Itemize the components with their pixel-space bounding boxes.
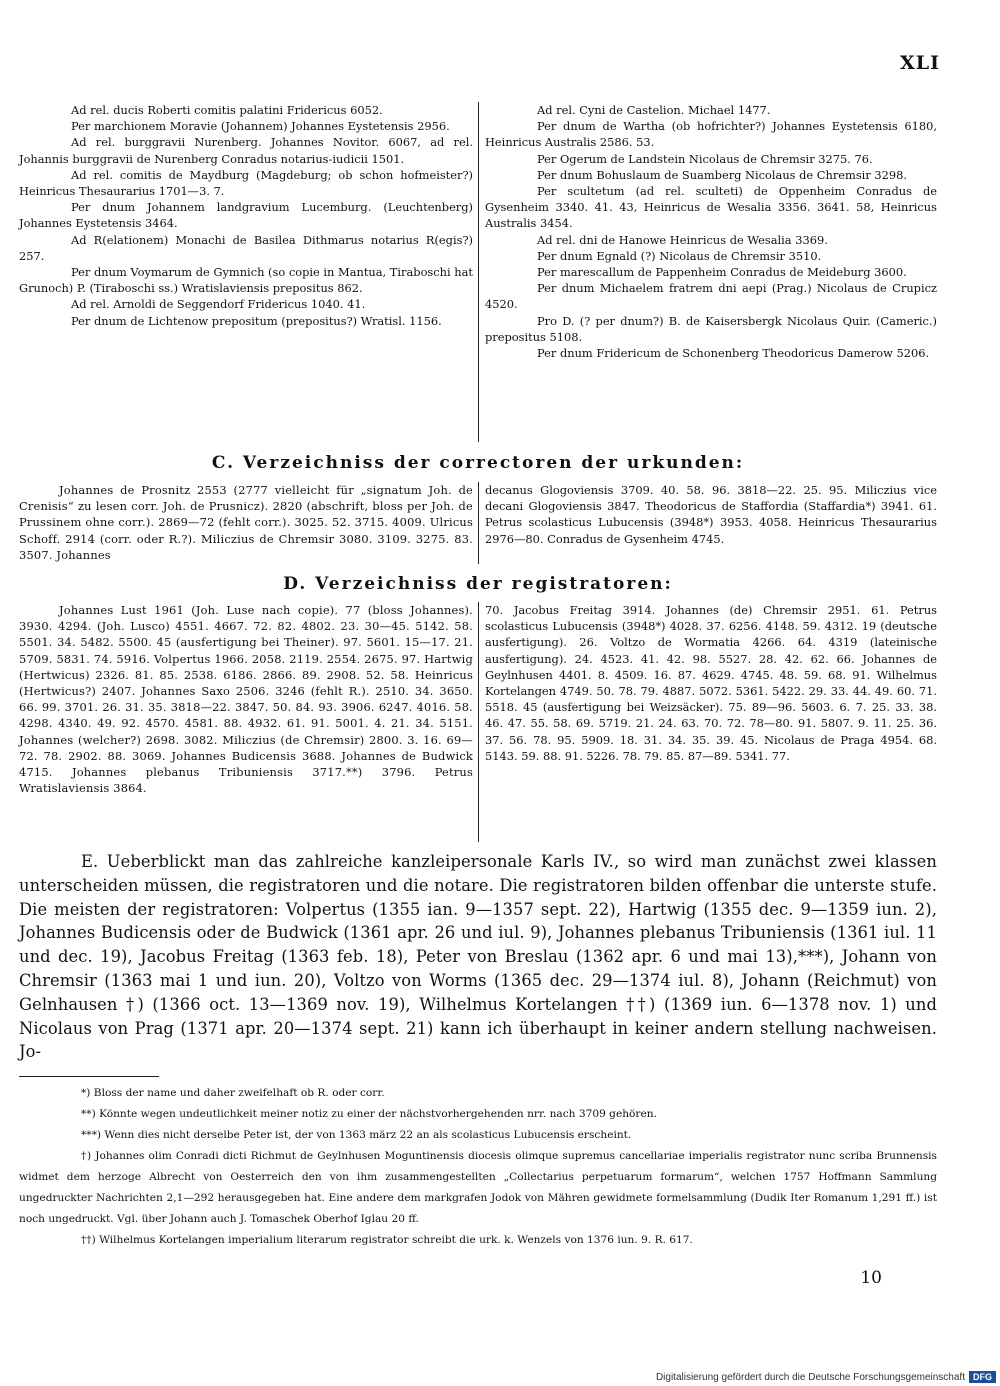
list-item: Ad rel. comitis de Maydburg (Magdeburg; ob schon hofmeister?) Heinricus Thesaurarius 1701—3. 7. — [19, 167, 473, 199]
list-item: Per dnum de Wartha (ob hofrichter?) Johannes Eystetensis 6180, Heinricus Australis 2586. 53. — [485, 119, 937, 150]
relation-list-right-column — [478, 102, 937, 442]
page-number-roman: XLI — [900, 52, 940, 74]
list-item: Per dnum Voymarum de Gymnich (so copie in Mantua, Tiraboschi hat Grunoch) P. (Tiraboschi ss.) Wratislaviensis prepositus 862. — [19, 265, 473, 296]
relation-list — [19, 102, 937, 442]
list-item: Per dnum Egnald (?) Nicolaus de Chremsir 3510. — [537, 248, 822, 263]
registrators-text: 70. Jacobus Freitag 3914. Johannes (de) Chremsir 2951. 61. Petrus scolasticus Lubucensis (3948*) 4028. 37. 6256. 4148. 59. 4312. 19 (deutsche ausfertigung). 26. Voltzo de Wormatia 4266. 64. 4319 (lateinische ausfertigung). 24. 4523. 41. 42. 98. 5527. 28. 42. 62. 66. Johannes de Geylnhusen 4401. 8. 4509. 16. 87. 4629. 4745. 48. 59. 68. 91. Wilhelmus Kortelangen 4749. 50. 78. 79. 4887. 5072. 5361. 5422. 29. 33. 44. 49. 60. 71. 5518. 45 (ausfertigung bei Weizsäcker). 75. 89—96. 5603. 6. 7. 25. 33. 38. 46. 47. 55. 58. 69. 5719. 21. 24. 63. 70. 72. 78—80. 91. 5807. 9. 11. 25. 36. 37. 56. 78. 95. 5909. 18. 31. 34. 35. 39. 45. Nicolaus de Praga 4954. 68. 5143. 59. 88. 91. 5226. 78. 79. 85. 87—89. 5341. 77. — [485, 603, 937, 763]
section-heading-correctors: C. Verzeichniss der correctoren der urkunden: — [211, 453, 745, 473]
list-item: Ad rel. Cyni de Castelion. Michael 1477. — [537, 103, 771, 117]
registrators-list — [19, 602, 937, 842]
registrators-text: Johannes Lust 1961 (Joh. Luse nach copie). 77 (bloss Johannes). 3930. 4294. (Joh. Lusco) 4551. 4667. 72. 82. 4802. 23. 30—45. 5142. 58. 5501. 34. 5482. 5500. 45 (ausfertigung bei Theiner). 97. 5601. 15—17. 21. 5709. 5831. 74. 5916. Volpertus 1966. 2058. 2119. 2554. 2675. 97. Hartwig (Hertwicus) 2326. 81. 85. 2538. 6186. 2866. 89. 2908. 52. 58. Heinricus (Hertwicus?) 2407. Johannes Saxo 2506. 3246 (fehlt R.). 2510. 34. 3650. 66. 99. 3701. 26. 31. 35. 3818—22. 3847. 50. 84. 93. 3906. 6247. 4016. 58. 4298. 4340. 49. 92. 4570. 4581. 88. 4932. 61. 91. 5001. 4. 21. 34. 5151. Johannes (welcher?) 2698. 3082. Miliczius (de Chremsir) 2800. 3. 16. 69—72. 78. 2902. 88. 3069. Johannes Budicensis 3688. Johannes de Budwick 4715. Johannes plebanus Tribuniensis 3717.**) 3796. Petrus Wratislaviensis 3864. — [19, 603, 473, 796]
footnotes — [19, 1083, 937, 1251]
registrators-left-column — [19, 602, 478, 842]
list-item: Per dnum Johannem landgravium Lucemburg. (Leuchtenberg) Johannes Eystetensis 3464. — [19, 200, 473, 231]
dfg-logo: DFG — [969, 1371, 996, 1383]
correctors-text: decanus Glogoviensis 3709. 40. 58. 96. 3818—22. 25. 95. Miliczius vice decani Glogoviensis 3847. Theodoricus de Staffordia (Staffardia*) 3941. 61. Petrus scolasticus Lubucensis (3948*) 3953. 4058. Heinricus Thesaurarius 2976—80. Conradus de Gysenheim 4745. — [485, 483, 937, 546]
correctors-list — [19, 482, 937, 564]
list-item: Per dnum Michaelem fratrem dni aepi (Prag.) Nicolaus de Crupicz 4520. — [485, 281, 937, 312]
list-item: Ad rel. ducis Roberti comitis palatini Fridericus 6052. — [71, 103, 383, 117]
list-item: Ad R(elationem) Monachi de Basilea Dithmarus notarius R(egis?) 257. — [19, 232, 473, 263]
list-item: Per dnum de Lichtenow prepositum (prepositus?) Wratisl. 1156. — [71, 313, 442, 328]
list-item: Ad rel. dni de Hanowe Heinricus de Wesalia 3369. — [537, 232, 828, 247]
footnote: ***) Wenn dies nicht derselbe Peter ist, der von 1363 märz 22 an als scolasticus Lubucensis erscheint. — [81, 1129, 632, 1141]
correctors-text: Johannes de Prosnitz 2553 (2777 vielleicht für „signatum Joh. de Crenisis“ zu lesen corr. Joh. de Prusnicz). 2820 (abschrift, bloss per Joh. de Prussinem ohne corr.). 2869—72 (fehlt corr.). 3025. 52. 3715. 4009. Ulricus Schoff. 2914 (corr. oder R.?). Miliczius de Chremsir 3080. 3109. 3275. 83. 3507. Johannes — [19, 483, 473, 562]
footnote: *) Bloss der name und daher zweifelhaft ob R. oder corr. — [81, 1087, 385, 1099]
folio-number: 10 — [860, 1268, 882, 1288]
funding-banner — [656, 1371, 996, 1383]
list-item: Ad rel. Arnoldi de Seggendorf Fridericus 1040. 41. — [71, 297, 366, 312]
footnote: ††) Wilhelmus Kortelangen imperialium literarum registrator schreibt die urk. k. Wenzels von 1376 iun. 9. R. 617. — [81, 1234, 693, 1246]
correctors-left-column — [19, 482, 478, 564]
list-item: Per dnum Bohuslaum de Suamberg Nicolaus de Chremsir 3298. — [537, 167, 907, 182]
footnote: **) Könnte wegen undeutlichkeit meiner notiz zu einer der nächstvorhergehenden nrr. nach 3709 gehören. — [81, 1108, 657, 1120]
section-heading-registrators: D. Verzeichniss der registratoren: — [283, 574, 673, 594]
body-paragraph: E. Ueberblickt man das zahlreiche kanzleipersonale Karls IV., so wird man zunächst zwei klassen unterscheiden müssen, die registratoren und die notare. Die registratoren bilden offenbar die unterste stufe. Die meisten der registratoren: Volpertus (1355 ian. 9—1357 sept. 22), Hartwig (1355 dec. 9—1359 iun. 2), Johannes Budicensis oder de Budwick (1361 apr. 26 und iul. 9), Johannes plebanus Tribuniensis (1361 iul. 11 und dec. 19), Jacobus Freitag (1363 feb. 18), Peter von Breslau (1362 apr. 6 und mai 13),***), Johann von Chremsir (1363 mai 1 und iun. 20), Voltzo von Worms (1365 dec. 29—1374 iul. 8), Johann (Reichmut) von Gelnhausen †) (1366 oct. 13—1369 nov. 19), Wilhelmus Kortelangen ††) (1369 iun. 6—1378 nov. 1) und Nicolaus von Prag (1371 apr. 20—1374 sept. 21) kann ich überhaupt in keiner andern stellung nachweisen. Jo- — [19, 852, 937, 1062]
list-item: Per marchionem Moravie (Johannem) Johannes Eystetensis 2956. — [71, 119, 450, 134]
list-item: Pro D. (? per dnum?) B. de Kaisersbergk Nicolaus Quir. (Cameric.) prepositus 5108. — [485, 313, 937, 344]
list-item: Per dnum Fridericum de Schonenberg Theodoricus Damerow 5206. — [537, 346, 930, 361]
correctors-right-column — [478, 482, 937, 564]
list-item: Per marescallum de Pappenheim Conradus de Meideburg 3600. — [537, 265, 907, 280]
list-item: Per Ogerum de Landstein Nicolaus de Chremsir 3275. 76. — [537, 151, 873, 166]
list-item: Per scultetum (ad rel. sculteti) de Oppenheim Conradus de Gysenheim 3340. 41. 43, Heinricus de Wesalia 3356. 3641. 58, Heinricus Australis 3454. — [485, 184, 937, 231]
list-item: Ad rel. burggravii Nurenberg. Johannes Novitor. 6067, ad rel. Johannis burggravii de Nurenberg Conradus notarius-iudicii 1501. — [19, 135, 473, 166]
registrators-right-column — [478, 602, 937, 842]
relation-list-left-column — [19, 102, 478, 442]
footnote: †) Johannes olim Conradi dicti Richmut de Geylnhusen Moguntinensis diocesis olimque supremus cancellariae imperialis registrator nunc scriba Brunnensis widmet dem herzoge Albrecht von Oesterreich den von ihm zusammengestellten „Collectarius perpetuarum formarum“, welchen 1757 Hoffmann Sammlung ungedruckter Nachrichten 2,1—292 herausgegeben hat. Eine andere dem markgrafen Jodok von Mähren gewidmete formelsammlung (Dudik Iter Romanum 1,291 ff.) ist noch ungedruckt. Vgl. über Johann auch J. Tomaschek Oberhof Iglau 20 ff. — [19, 1150, 937, 1225]
banner-text: Digitalisierung gefördert durch die Deutsche Forschungsgemeinschaft — [655, 1371, 965, 1383]
footnote-divider — [19, 1076, 159, 1077]
